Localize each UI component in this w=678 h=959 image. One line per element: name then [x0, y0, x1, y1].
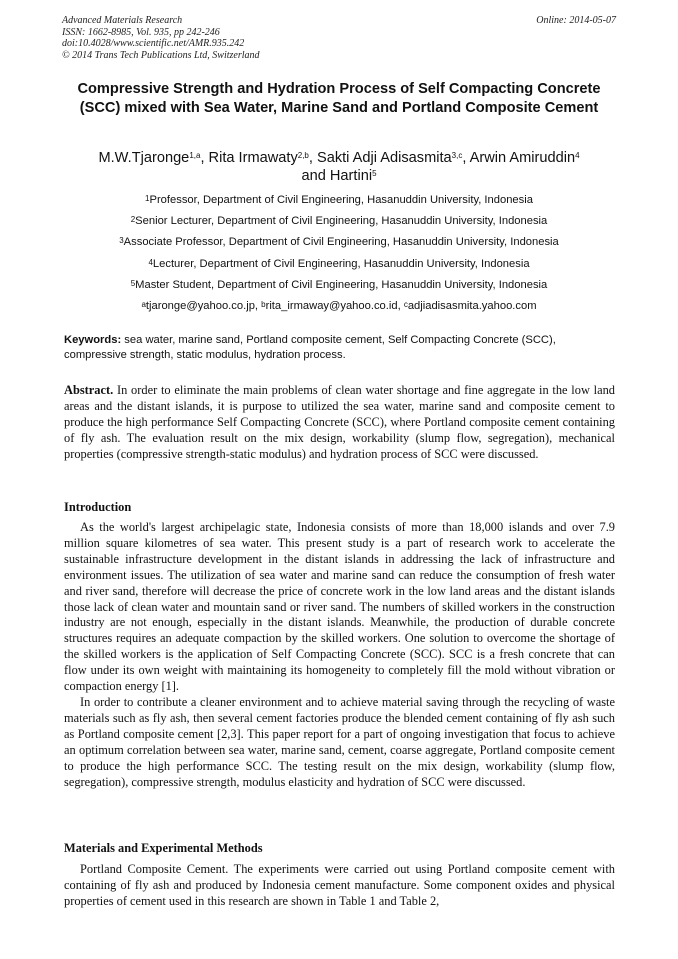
paper-title: Compressive Strength and Hydration Process of Self Compacting Concrete (SCC) mixed with Sea Water, Marine Sand and Portland Composite Cement [77, 81, 601, 116]
author: Arwin Amiruddin$^4$ [469, 150, 580, 166]
section-heading-introduction: Introduction [64, 500, 132, 514]
abstract-text: In order to eliminate the main problems of clean water shortage and fine aggregate in the low land areas and the distant islands, it is purpose to utilized the sea water, marine sand and composite cement to produce the high performance Self Compacting Concrete (SCC), where Portland composite cement containing of fly ash. The evaluation result on the mix design, workability (slump flow, segregation), mechanical properties (compressive strength-static modulus) and hydration process of SCC were discussed. [64, 383, 615, 461]
journal-name: Advanced Materials Research [62, 15, 183, 26]
journal-issn: ISSN: 1662-8985, Vol. 935, pp 242-246 [62, 26, 220, 38]
affiliation: $^5$Master Student, Department of Civil Engineering, Hasanuddin University, Indonesia [130, 278, 548, 291]
author: Sakti Adji Adisasmita$^{3,c}$ [316, 150, 463, 166]
section-heading-materials: Materials and Experimental Methods [64, 841, 263, 855]
online-date: Online: 2014-05-07 [536, 15, 616, 26]
paragraph: As the world's largest archipelagic state, Indonesia consists of more than 18,000 islands and over 7.9 million square kilometres of sea water. This present study is a part of research work to accelerate the sustainable infrastructure development in the distant islands in addressing the lack of infrastructure and environment issues. The utilization of sea water and marine sand can reduce the consumption of fresh water and river sand, therefore will decrease the price of concrete work in the low land areas and the distant islands those lack of clean water and mountain sand or river sand. The numbers of skilled workers in the construction industry are not enough, especially in the distant islands. Meanwhile, the production of durable concrete structures requires an adequate compaction by the skilled workers. One solution to overcome the shortage of the skilled workers is the application of Self Compacting Concrete (SCC). SCC is a fresh concrete that can flow under its own weight with maintaining its homogeneity to completely fill the mold without vibration or compaction energy [1]. [64, 520, 615, 694]
materials-body [64, 862, 615, 910]
paragraph: In order to contribute a cleaner environment and to achieve material saving through the recycling of waste materials such as fly ash, then several cement factories produce the blended cement containing of fly ash such as Portland composite cement [2,3]. This paper report for a part of ongoing investigation that focus to achieve an optimum correlation between sea water, marine sand, cement, coarse aggregate, Portland composite cement to produce the high performance SCC. The testing result on the mix design, workability (slump flow, segregation), compressive strength, modulus elasticity and hydration of SCC were discussed. [64, 694, 615, 789]
email-link[interactable]: adjiadisasmita.yahoo.com [407, 299, 537, 312]
paragraph: Portland Composite Cement. The experiments were carried out using Portland composite cement with containing of fly ash and produced by Indonesia cement manufacture. Some component oxides and physical properties of cement used in this research are shown in Table 1 and Table 2, [64, 862, 615, 908]
abstract [64, 383, 615, 463]
author: Hartini$^5$ [329, 168, 377, 184]
email-list: $^a$tjaronge@yahoo.co.jp, $^b$rita_irmaway@yahoo.co.id, $^c$adjiadisasmita.yahoo.com [141, 299, 537, 312]
author: Rita Irmawaty$^{2,b}$ [208, 150, 309, 166]
author: M.W.Tjaronge$^{1,a}$ [98, 150, 201, 166]
keywords-label: Keywords: [64, 334, 122, 346]
keywords [64, 333, 615, 363]
affiliation: $^1$Professor, Department of Civil Engineering, Hasanuddin University, Indonesia [145, 194, 533, 206]
affiliation: $^3$Associate Professor, Department of Civil Engineering, Hasanuddin University, Indonesia [119, 236, 559, 249]
affiliation: $^2$Senior Lecturer, Department of Civil Engineering, Hasanuddin University, Indonesia [130, 215, 548, 228]
affiliation: $^4$Lecturer, Department of Civil Engineering, Hasanuddin University, Indonesia [148, 257, 530, 270]
introduction-body [64, 520, 615, 790]
journal-doi: doi:10.4028/www.scientific.net/AMR.935.242 [62, 38, 245, 49]
abstract-label: Abstract. [64, 383, 114, 397]
keywords-text: sea water, marine sand, Portland composite cement, Self Compacting Concrete (SCC), compressive strength, static modulus, hydration process. [64, 334, 556, 361]
journal-header [62, 15, 616, 61]
email-link[interactable]: rita_irmaway@yahoo.co.id [265, 299, 398, 312]
author-list: M.W.Tjaronge$^{1,a}$, Rita Irmawaty$^{2,b}$, Sakti Adji Adisasmita$^{3,c}$, Arwin Amiruddin$^4$ and Hartini$^5$ [98, 150, 580, 184]
journal-copyright: © 2014 Trans Tech Publications Ltd, Switzerland [62, 49, 260, 61]
email-link[interactable]: tjaronge@yahoo.co.jp [145, 299, 255, 312]
affiliation-list [62, 190, 616, 317]
